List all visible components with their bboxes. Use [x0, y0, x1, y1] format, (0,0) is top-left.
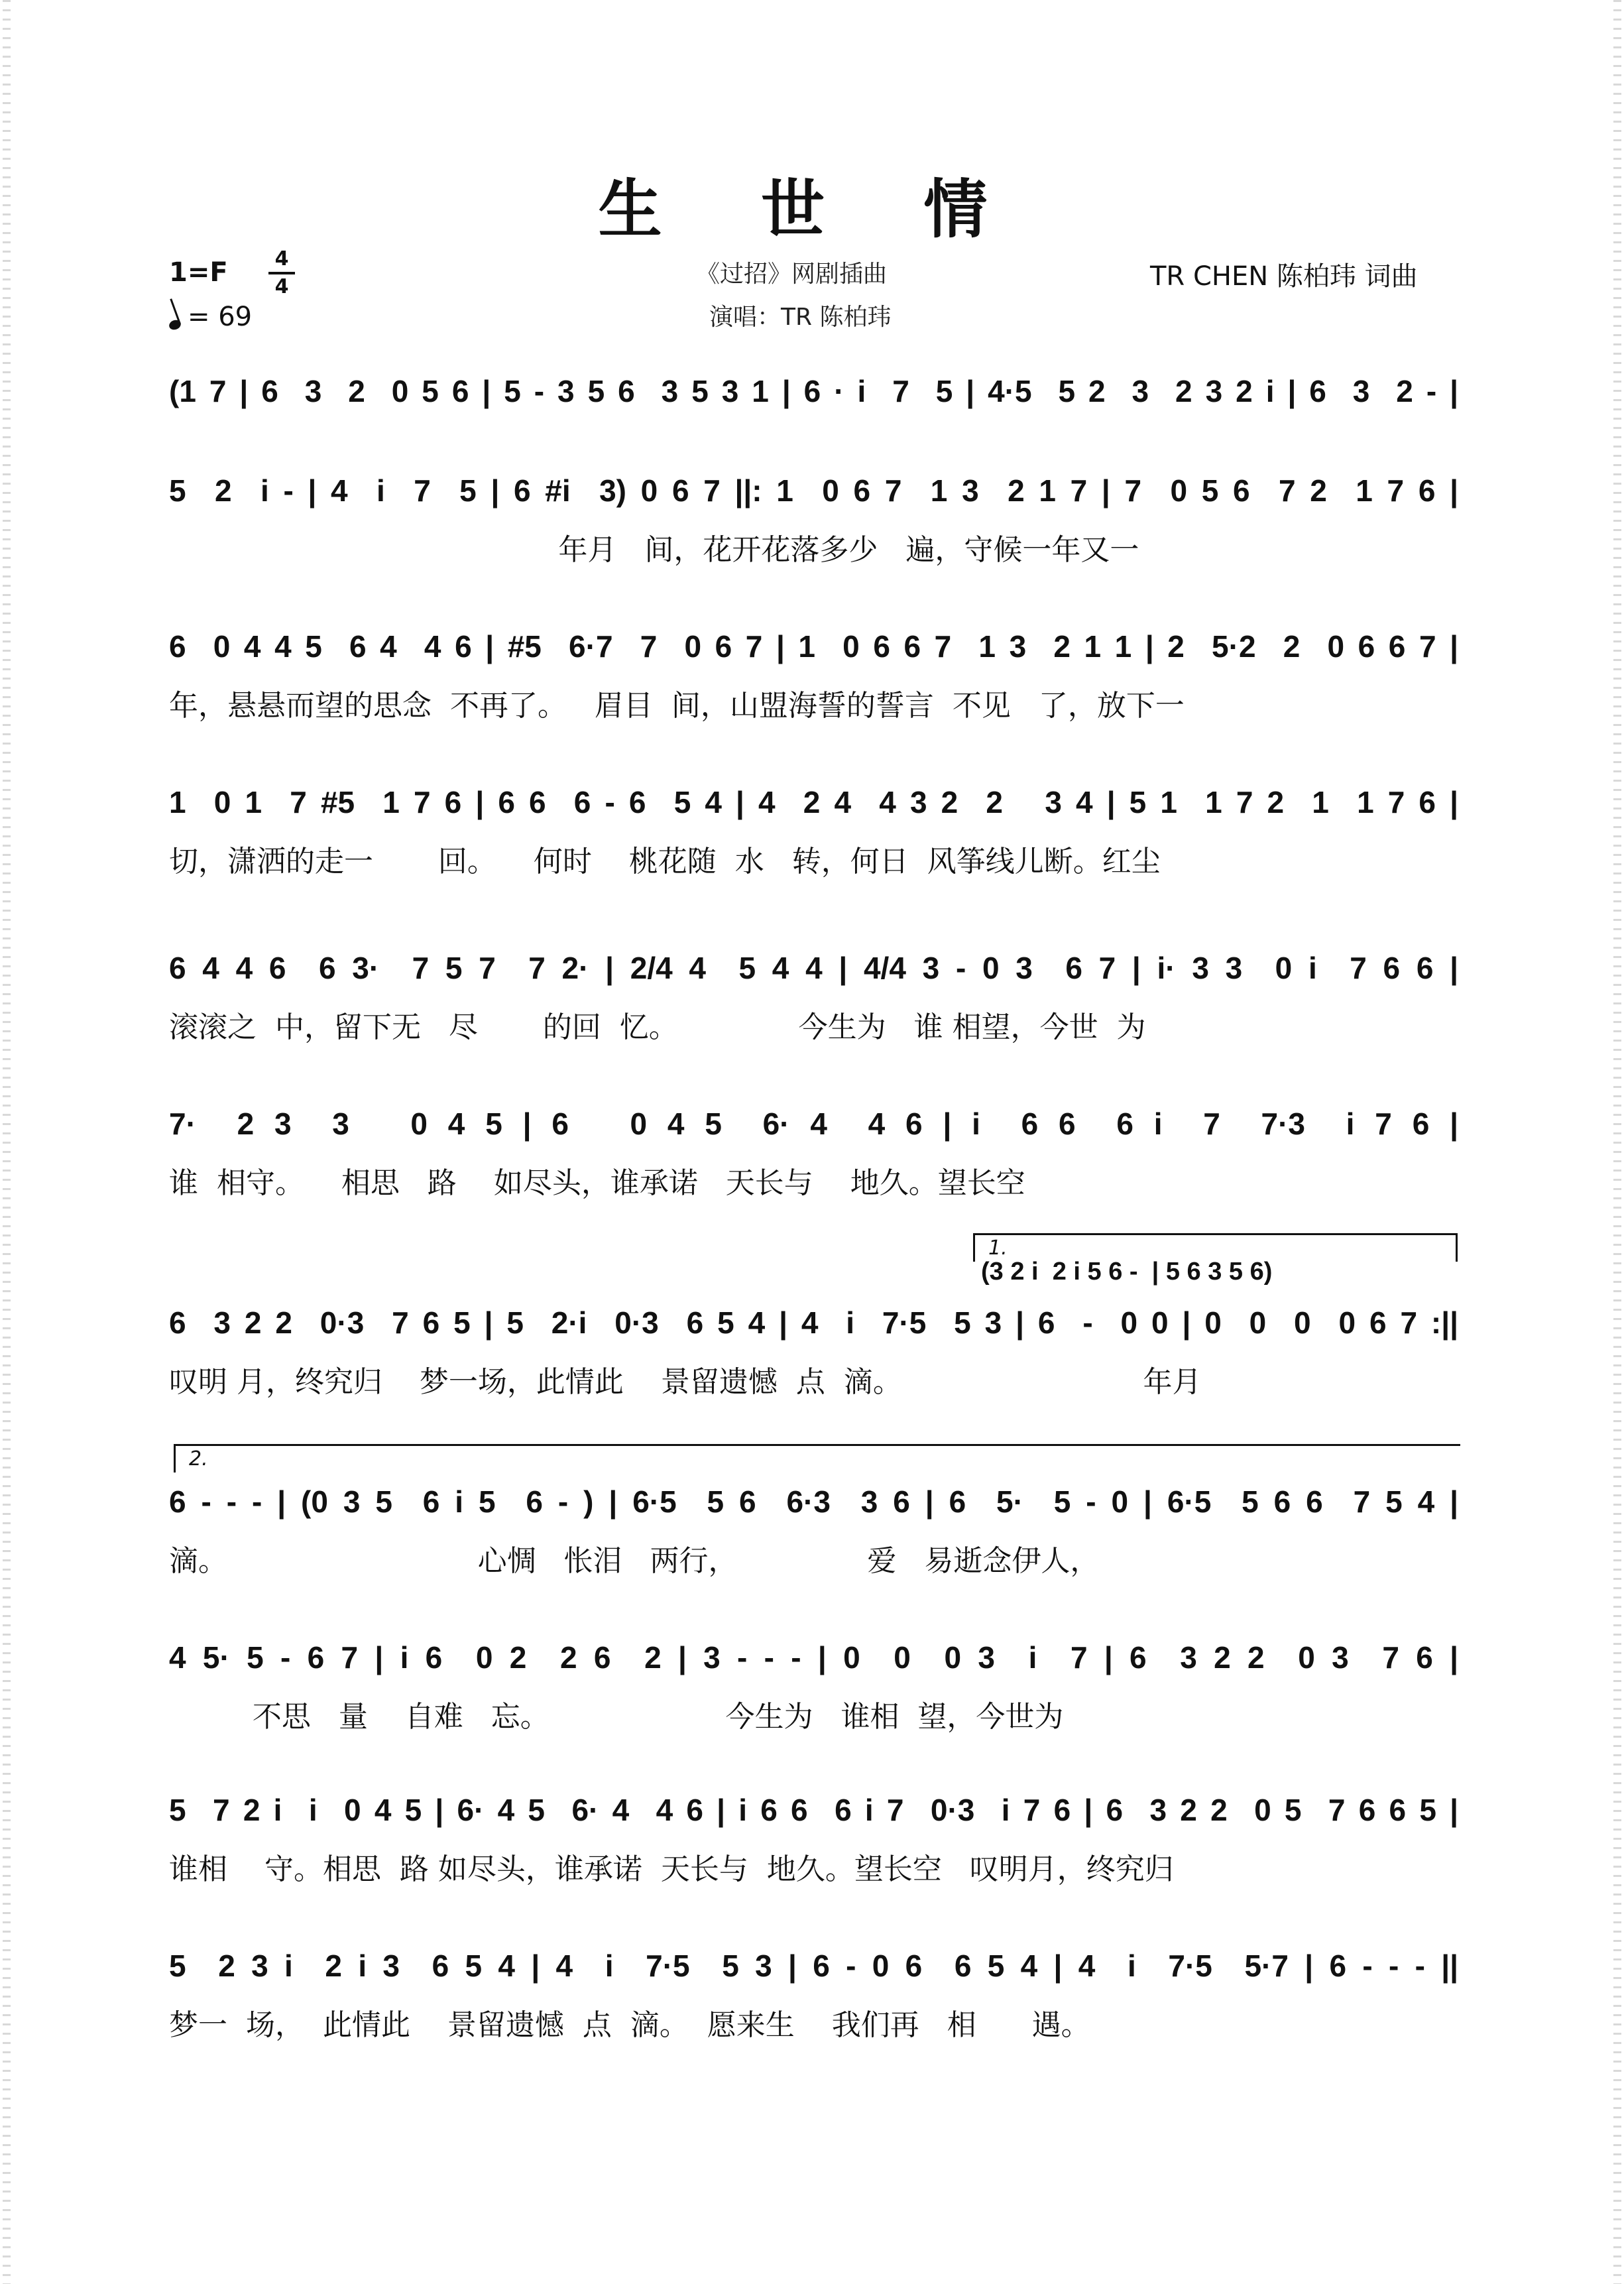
- key-signature: 1=F: [169, 257, 228, 288]
- notation-line: 7· 2 3 3 0 4 5 | 6 0 4 5 6· 4 4 6 | i 6 6 6 i 7 7·3 i 7 6 |: [169, 1107, 1458, 1141]
- notation-line: 4 5· 5 - 6 7 | i 6 0 2 2 6 2 | 3 - - - | 0 0 0 3 i 7 | 6 3 2 2 0 3 7 6 |: [169, 1640, 1458, 1675]
- right-border-ornament: [1613, 0, 1621, 2284]
- tempo-marking: [169, 302, 252, 332]
- singer-credit: 演唱：TR 陈柏玮: [709, 304, 892, 331]
- song-title: 生 世 情: [598, 172, 1026, 247]
- lyrics-line: 谁相 守。相思 路 如尽头，谁承诺 天长与 地久。望长空 叹明月，终究归: [169, 1852, 1174, 1886]
- notation-line: 5 2 3 i 2 i 3 6 5 4 | 4 i 7·5 5 3 | 6 - 0 6 6 5 4 | 4 i 7·5 5·7 | 6 - - - ||: [169, 1949, 1458, 1983]
- notation-line: 6 - - - | (0 3 5 6 i 5 6 - ) | 6·5 5 6 6·3 3 6 | 6 5· 5 - 0 | 6·5 5 6 6 7 5 4 |: [169, 1484, 1458, 1519]
- subtitle: 《过招》网剧插曲: [696, 261, 888, 288]
- lyrics-line: 滚滚之 中，留下无 尽 的回 忆。 今生为 谁 相望，今世 为: [169, 1010, 1146, 1044]
- notation-line: 6 0 4 4 5 6 4 4 6 | #5 6·7 7 0 6 7 | 1 0 6 6 7 1 3 2 1 1 | 2 5·2 2 0 6 6 7 |: [169, 629, 1458, 664]
- time-signature: [268, 249, 295, 297]
- lyrics-line: 叹明 月，终究归 梦一场，此情此 景留遗憾 点 滴。 年月: [169, 1365, 1202, 1399]
- quarter-note-icon: [168, 318, 182, 331]
- first-ending-notes: (3 2 i 2 i 5 6 - | 5 6 3 5 6): [981, 1258, 1273, 1286]
- meter-bottom: 4: [274, 275, 289, 298]
- lyrics-line: 不思 量 自难 忘。 今生为 谁相 望，今世为: [169, 1700, 1064, 1734]
- notation-line: 6 4 4 6 6 3· 7 5 7 7 2· | 2/4 4 5 4 4 | 4/4 3 - 0 3 6 7 | i· 3 3 0 i 7 6 6 |: [169, 951, 1458, 985]
- lyrics-line: 年，悬悬而望的思念 不再了。 眉目 间，山盟海誓的誓言 不见 了，放下一: [169, 689, 1185, 723]
- second-ending-label: 2.: [189, 1447, 208, 1471]
- left-border-ornament: [3, 0, 11, 2284]
- first-ending-label: 1.: [988, 1236, 1008, 1260]
- notation-line: 6 3 2 2 0·3 7 6 5 | 5 2·i 0·3 6 5 4 | 4 i 7·5 5 3 | 6 - 0 0 | 0 0 0 0 6 7 :||: [169, 1305, 1458, 1340]
- notation-line: 5 2 i - | 4 i 7 5 | 6 #i 3) 0 6 7 ||: 1 0 6 7 1 3 2 1 7 | 7 0 5 6 7 2 1 7 6 |: [169, 473, 1458, 508]
- notation-line: 1 0 1 7 #5 1 7 6 | 6 6 6 - 6 5 4 | 4 2 4 4 3 2 2 3 4 | 5 1 1 7 2 1 1 7 6 |: [169, 785, 1458, 819]
- meter-top: 4: [274, 247, 289, 270]
- lyrics-line: 切，潇洒的走一 回。 何时 桃花随 水 转，何日 风筝线儿断。红尘: [169, 845, 1161, 878]
- meter-bar: [268, 272, 295, 274]
- notation-line: (1 7 | 6 3 2 0 5 6 | 5 - 3 5 6 3 5 3 1 | 6 · i 7 5 | 4·5 5 2 3 2 3 2 i | 6 3 2 - |: [169, 374, 1458, 408]
- tempo-value: = 69: [188, 302, 253, 332]
- lyrics-line: 梦一 场， 此情此 景留遗憾 点 滴。 愿来生 我们再 相 遇。: [169, 2008, 1090, 2042]
- second-ending-bracket: [174, 1444, 1460, 1473]
- lyrics-line: 年月 间，花开花落多少 遍，守候一年又一: [169, 533, 1139, 567]
- lyrics-line: 谁 相守。 相思 路 如尽头，谁承诺 天长与 地久。望长空: [169, 1166, 1025, 1200]
- notation-line: 5 7 2 i i 0 4 5 | 6· 4 5 6· 4 4 6 | i 6 6 6 i 7 0·3 i 7 6 | 6 3 2 2 0 5 7 6 6 5 |: [169, 1793, 1458, 1827]
- composer-credit: TR CHEN 陈柏玮 词曲: [1150, 261, 1418, 292]
- lyrics-line: 滴。 心惆 怅泪 两行， 爱 易逝念伊人，: [169, 1544, 1100, 1578]
